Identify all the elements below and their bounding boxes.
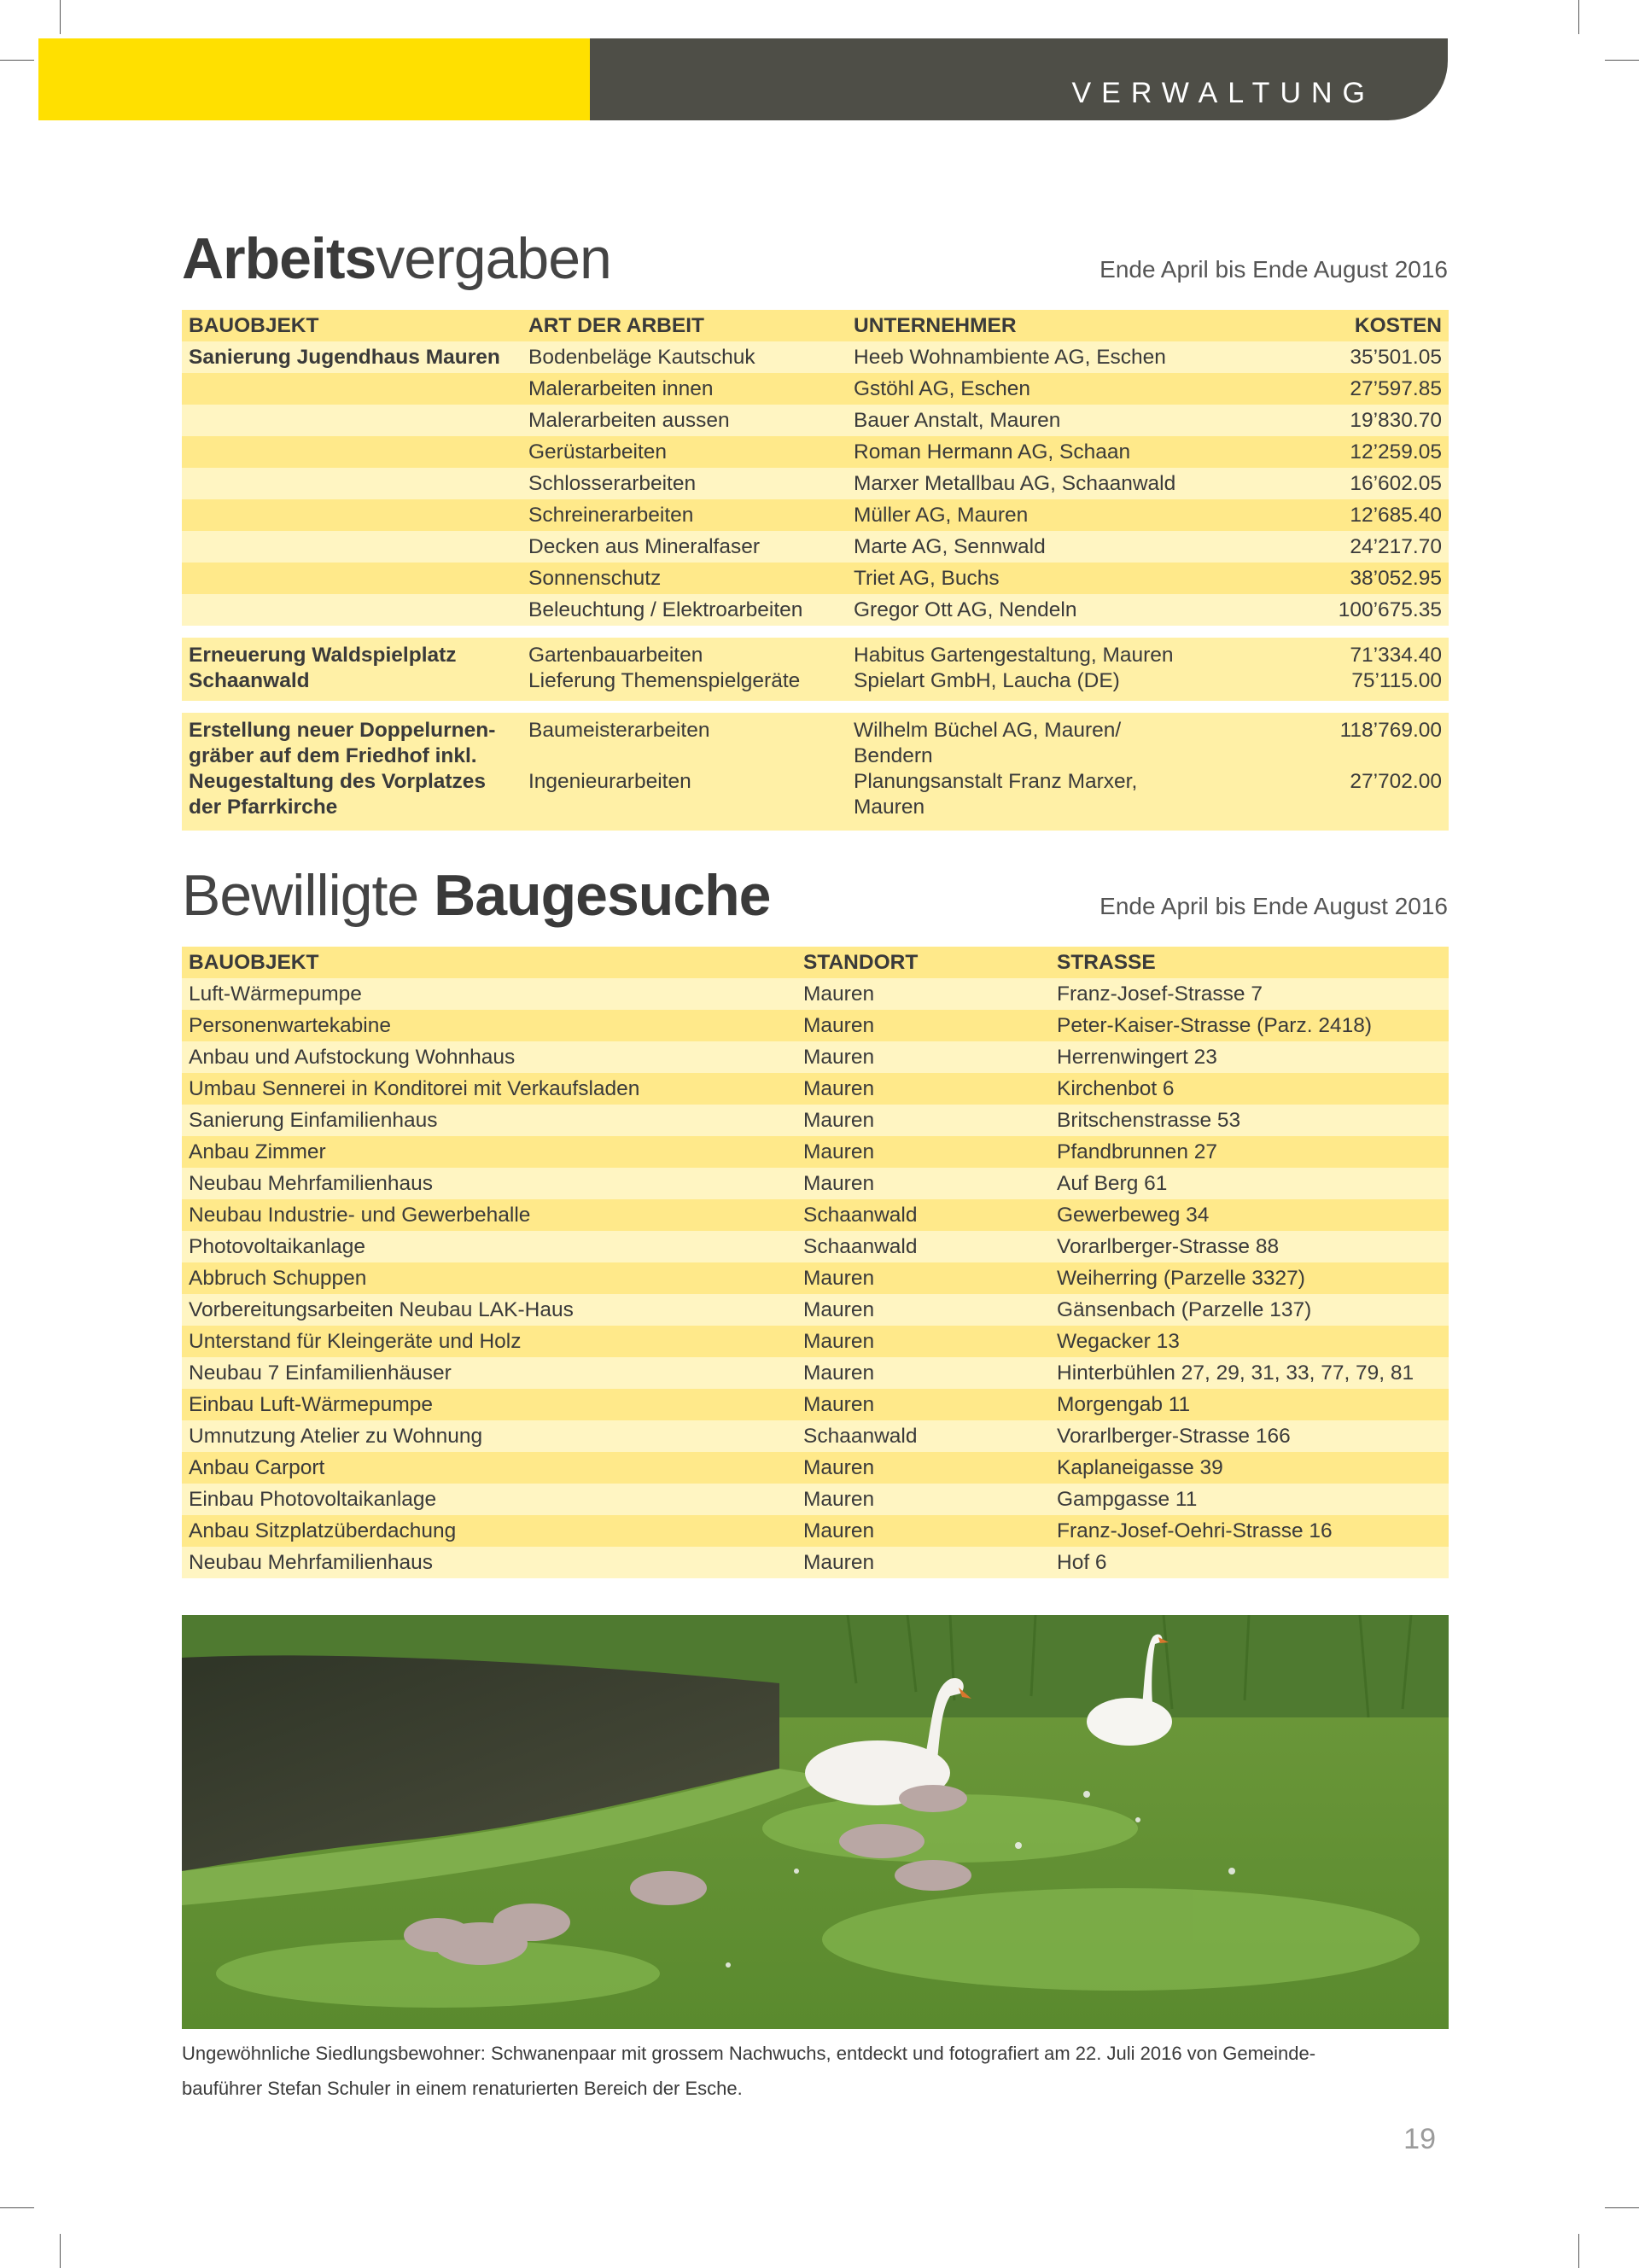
location-cell: Mauren: [803, 1014, 875, 1037]
contractor-cell: Marxer Metallbau AG, Schaanwald: [854, 472, 1176, 495]
location-cell: Mauren: [803, 1109, 875, 1132]
location-cell: Schaanwald: [803, 1235, 918, 1258]
crop-mark: [1605, 60, 1639, 61]
header-section-bar: [590, 38, 1448, 120]
object-cell: Umbau Sennerei in Konditorei mit Verkaufsladen: [189, 1077, 640, 1100]
table-row: [182, 1547, 1449, 1578]
crop-mark: [60, 2234, 61, 2268]
location-cell: Schaanwald: [803, 1204, 918, 1227]
object-cell: Erneuerung Waldspielplatz Schaanwald: [189, 644, 457, 692]
table-row: [182, 1199, 1449, 1231]
table-row: [182, 499, 1449, 531]
cost-cell: 12’685.40: [1350, 504, 1442, 527]
column-header: ART DER ARBEIT: [528, 314, 704, 337]
cost-cell: 38’052.95: [1350, 567, 1442, 590]
object-cell: Vorbereitungsarbeiten Neubau LAK-Haus: [189, 1298, 574, 1321]
work-cell: Schlosserarbeiten: [528, 472, 697, 495]
object-cell: Einbau Luft-Wärmepumpe: [189, 1393, 433, 1416]
location-cell: Mauren: [803, 1046, 875, 1069]
table-row: [182, 978, 1449, 1010]
table-row: [182, 594, 1449, 626]
street-cell: Gampgasse 11: [1057, 1488, 1198, 1511]
work-cell: Baumeisterarbeiten Ingenieurarbeiten: [528, 719, 710, 793]
table-row: [182, 341, 1449, 373]
baugesuche-period: Ende April bis Ende August 2016: [1099, 893, 1448, 919]
table-row: [182, 468, 1449, 499]
location-cell: Mauren: [803, 1519, 875, 1542]
street-cell: Morgengab 11: [1057, 1393, 1191, 1416]
contractor-cell: Triet AG, Buchs: [854, 567, 1000, 590]
work-cell: Bodenbeläge Kautschuk: [528, 346, 755, 369]
object-cell: Photovoltaikanlage: [189, 1235, 366, 1258]
contractor-cell: Wilhelm Büchel AG, Mauren/ Bendern Planungsanstalt Franz Marxer, Mauren: [854, 719, 1138, 819]
table-row: [182, 1515, 1449, 1547]
contractor-cell: Gregor Ott AG, Nendeln: [854, 598, 1077, 621]
work-cell: Gartenbauarbeiten Lieferung Themenspielgeräte: [528, 644, 801, 692]
contractor-cell: Heeb Wohnambiente AG, Eschen: [854, 346, 1166, 369]
object-cell: Einbau Photovoltaikanlage: [189, 1488, 437, 1511]
work-cell: Sonnenschutz: [528, 567, 662, 590]
cost-cell: 118’769.00 27’702.00: [1339, 719, 1442, 793]
object-cell: Neubau 7 Einfamilienhäuser: [189, 1361, 452, 1385]
street-cell: Kirchenbot 6: [1057, 1077, 1175, 1100]
cost-cell: 35’501.05: [1350, 346, 1442, 369]
column-header: UNTERNEHMER: [854, 314, 1017, 337]
table-row: [182, 1136, 1449, 1168]
swan-photo: [182, 1615, 1449, 2029]
cost-cell: 100’675.35: [1338, 598, 1442, 621]
street-cell: Vorarlberger-Strasse 88: [1057, 1235, 1280, 1258]
cost-cell: 19’830.70: [1350, 409, 1442, 432]
work-cell: Schreinerarbeiten: [528, 504, 694, 527]
baugesuche-table: [182, 947, 1449, 1578]
street-cell: Vorarlberger-Strasse 166: [1057, 1425, 1291, 1448]
street-cell: Britschenstrasse 53: [1057, 1109, 1241, 1132]
table-row: [182, 531, 1449, 563]
street-cell: Hinterbühlen 27, 29, 31, 33, 77, 79, 81: [1057, 1361, 1414, 1385]
photo-caption: Ungewöhnliche Siedlungsbewohner: Schwanenpaar mit grossem Nachwuchs, entdeckt und fotografiert am 22. Juli 2016 von Gemeinde- bauführer Stefan Schuler in einem renaturierten Bereich der Esche.: [182, 2043, 1316, 2099]
cost-cell: 71’334.40 75’115.00: [1350, 644, 1442, 692]
object-cell: Unterstand für Kleingeräte und Holz: [189, 1330, 522, 1353]
table-row: [182, 1357, 1449, 1389]
arbeitsvergaben-table: [182, 310, 1449, 831]
location-cell: Mauren: [803, 1267, 875, 1290]
contractor-cell: Habitus Gartengestaltung, Mauren Spielart GmbH, Laucha (DE): [854, 644, 1174, 692]
object-cell: Anbau Sitzplatzüberdachung: [189, 1519, 457, 1542]
work-cell: Gerüstarbeiten: [528, 440, 668, 464]
object-cell: Neubau Mehrfamilienhaus: [189, 1551, 433, 1574]
cost-cell: 27’597.85: [1350, 377, 1442, 400]
column-header: STANDORT: [803, 951, 919, 974]
table-row: [182, 1452, 1449, 1484]
object-cell: Sanierung Einfamilienhaus: [189, 1109, 438, 1132]
street-cell: Gänsenbach (Parzelle 137): [1057, 1298, 1312, 1321]
table-row: [182, 1326, 1449, 1357]
street-cell: Herrenwingert 23: [1057, 1046, 1217, 1069]
street-cell: Gewerbeweg 34: [1057, 1204, 1210, 1227]
object-cell: Luft-Wärmepumpe: [189, 982, 362, 1006]
street-cell: Weiherring (Parzelle 3327): [1057, 1267, 1305, 1290]
crop-mark: [0, 2207, 34, 2208]
column-header: BAUOBJEKT: [189, 314, 319, 337]
column-header: STRASSE: [1057, 951, 1156, 974]
street-cell: Franz-Josef-Oehri-Strasse 16: [1057, 1519, 1333, 1542]
table-row: [182, 563, 1449, 594]
column-header: KOSTEN: [1354, 314, 1442, 337]
section-label: VERWALTUNG: [1071, 77, 1375, 109]
cost-cell: 16’602.05: [1350, 472, 1442, 495]
table-header-row: [182, 310, 1449, 341]
location-cell: Mauren: [803, 1077, 875, 1100]
contractor-cell: Gstöhl AG, Eschen: [854, 377, 1030, 400]
page-number: 19: [1403, 2123, 1436, 2155]
street-cell: Hof 6: [1057, 1551, 1107, 1574]
work-cell: Malerarbeiten innen: [528, 377, 714, 400]
table-row: [182, 713, 1449, 831]
baugesuche-title: Bewilligte Baugesuche: [182, 863, 771, 928]
table-row: [182, 1105, 1449, 1136]
location-cell: Mauren: [803, 1172, 875, 1195]
table-row: [182, 1231, 1449, 1262]
table-row: [182, 1420, 1449, 1452]
crop-mark: [1578, 2234, 1579, 2268]
object-cell: Neubau Industrie- und Gewerbehalle: [189, 1204, 531, 1227]
contractor-cell: Roman Hermann AG, Schaan: [854, 440, 1131, 464]
arbeitsvergaben-period: Ende April bis Ende August 2016: [1099, 256, 1448, 283]
work-cell: Decken aus Mineralfaser: [528, 535, 760, 558]
street-cell: Wegacker 13: [1057, 1330, 1180, 1353]
table-row: [182, 1073, 1449, 1105]
cost-cell: 12’259.05: [1350, 440, 1442, 464]
table-row: [182, 1262, 1449, 1294]
location-cell: Mauren: [803, 1298, 875, 1321]
table-row: [182, 638, 1449, 701]
street-cell: Auf Berg 61: [1057, 1172, 1168, 1195]
work-cell: Malerarbeiten aussen: [528, 409, 730, 432]
location-cell: Mauren: [803, 1361, 875, 1385]
contractor-cell: Marte AG, Sennwald: [854, 535, 1046, 558]
table-row: [182, 1168, 1449, 1199]
table-row: [182, 436, 1449, 468]
location-cell: Mauren: [803, 982, 875, 1006]
location-cell: Mauren: [803, 1330, 875, 1353]
object-cell: Abbruch Schuppen: [189, 1267, 367, 1290]
street-cell: Franz-Josef-Strasse 7: [1057, 982, 1263, 1006]
object-cell: Sanierung Jugendhaus Mauren: [189, 346, 500, 369]
table-row: [182, 1294, 1449, 1326]
location-cell: Mauren: [803, 1140, 875, 1163]
location-cell: Mauren: [803, 1551, 875, 1574]
location-cell: Mauren: [803, 1456, 875, 1479]
street-cell: Pfandbrunnen 27: [1057, 1140, 1217, 1163]
street-cell: Peter-Kaiser-Strasse (Parz. 2418): [1057, 1014, 1372, 1037]
object-cell: Personenwartekabine: [189, 1014, 391, 1037]
location-cell: Mauren: [803, 1393, 875, 1416]
arbeitsvergaben-title: Arbeitsvergaben: [182, 226, 611, 291]
crop-mark: [60, 0, 61, 34]
location-cell: Schaanwald: [803, 1425, 918, 1448]
object-cell: Anbau Carport: [189, 1456, 325, 1479]
table-row: [182, 373, 1449, 405]
table-row: [182, 1484, 1449, 1515]
object-cell: Neubau Mehrfamilienhaus: [189, 1172, 433, 1195]
table-row: [182, 405, 1449, 436]
table-row: [182, 1389, 1449, 1420]
street-cell: Kaplaneigasse 39: [1057, 1456, 1223, 1479]
work-cell: Beleuchtung / Elektroarbeiten: [528, 598, 803, 621]
table-header-row: [182, 947, 1449, 978]
crop-mark: [1578, 0, 1579, 34]
object-cell: Anbau und Aufstockung Wohnhaus: [189, 1046, 516, 1069]
object-cell: Umnutzung Atelier zu Wohnung: [189, 1425, 483, 1448]
cost-cell: 24’217.70: [1350, 535, 1442, 558]
object-cell: Anbau Zimmer: [189, 1140, 326, 1163]
table-row: [182, 1010, 1449, 1041]
location-cell: Mauren: [803, 1488, 875, 1511]
table-row: [182, 1041, 1449, 1073]
crop-mark: [1605, 2207, 1639, 2208]
crop-mark: [0, 60, 34, 61]
header-accent-bar: [38, 38, 590, 120]
column-header: BAUOBJEKT: [189, 951, 319, 974]
contractor-cell: Müller AG, Mauren: [854, 504, 1029, 527]
object-cell: Erstellung neuer Doppelurnen- gräber auf dem Friedhof inkl. Neugestaltung des Vorplatzes der Pfarrkirche: [189, 719, 496, 819]
contractor-cell: Bauer Anstalt, Mauren: [854, 409, 1061, 432]
